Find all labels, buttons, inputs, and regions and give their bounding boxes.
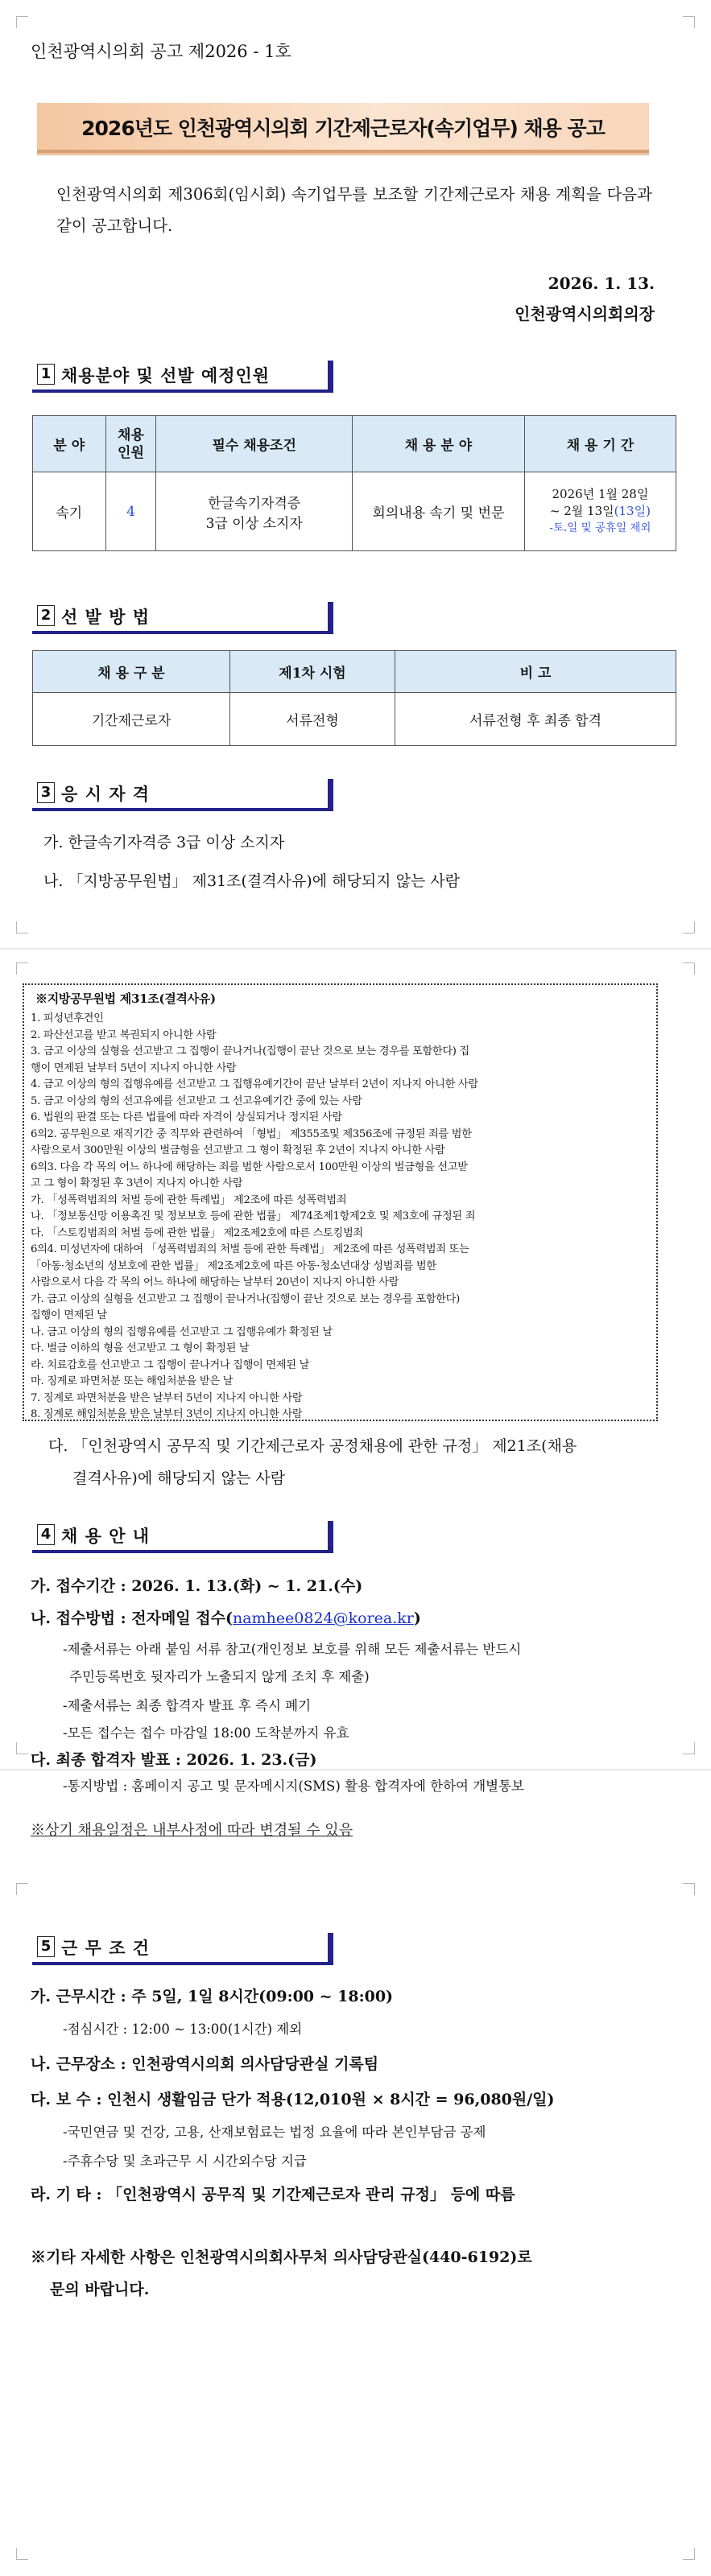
guide-sub-item: 주민등록번호 뒷자리가 노출되지 않게 조치 후 제출) [69, 1669, 370, 1684]
guide-period: 가. 접수기간 : 2026. 1. 13.(화) ~ 1. 21.(수) [31, 1577, 363, 1595]
period-line [528, 503, 672, 520]
page-corner-mark [16, 2548, 28, 2560]
table-header: 분 야 [33, 416, 106, 472]
guide-method-label: 나. 접수방법 : 전자메일 접수( [31, 1609, 233, 1627]
guide-announcement: 다. 최종 합격자 발표 : 2026. 1. 23.(금) [31, 1751, 317, 1769]
period-exclusion: -토.일 및 공휴일 제외 [549, 521, 651, 534]
section-title: 채 용 안 내 [61, 1527, 151, 1546]
qualification-item-cont: 결격사유)에 해당되지 않는 사람 [72, 1469, 286, 1487]
law-line: 나. 「정보통신망 이용촉진 및 정보보호 등에 관한 법률」 제74조제1항제2호 및 제3호에 규정된 죄 [31, 1210, 476, 1222]
page-corner-mark [683, 962, 695, 975]
table-row [33, 693, 676, 746]
page-corner-mark [16, 962, 28, 975]
qualification-item: 다. 「인천광역시 공무직 및 기간제근로자 공정채용에 관한 규정」 제21조(채용 [48, 1437, 577, 1455]
law-line: 사람으로서 300만원 이상의 벌금형을 선고받고 그 형이 확정된 후 2년이 지나지 아니한 사람 [31, 1144, 445, 1156]
page-3 [0, 1770, 711, 2576]
section-number: 2 [37, 605, 55, 626]
contact-note-cont: 문의 바랍니다. [50, 2281, 150, 2298]
law-line: 가. 금고 이상의 실형을 선고받고 그 집행이 끝나거나(집행이 끝난 것으로 보는 경우를 포함한다) [31, 1292, 460, 1305]
law-line: 다. 벌금 이하의 형을 선고받고 그 형이 확정된 날 [31, 1342, 250, 1354]
section-number: 5 [37, 1936, 55, 1957]
section-number: 3 [37, 782, 55, 803]
table-cell: 서류전형 [230, 693, 395, 746]
law-line: 마. 징계로 파면처분 또는 해임처분을 받은 날 [31, 1375, 234, 1387]
page-1 [0, 0, 711, 950]
contact-note: ※기타 자세한 사항은 인천광역시의회사무처 의사담당관실(440-6192)로 [31, 2248, 532, 2266]
table-header: 채 용 구 분 [33, 651, 230, 693]
work-other: 라. 기 타 : 「인천광역시 공무직 및 기간제근로자 관리 규정」 등에 따름 [31, 2186, 515, 2203]
guide-sub-item: -제출서류는 아래 붙임 서류 참고(개인정보 보호를 위해 모든 제출서류는 반드시 [63, 1642, 522, 1657]
law-line: 집행이 면제된 날 [31, 1309, 107, 1321]
table-cell-period [524, 472, 676, 551]
email-link[interactable]: namhee0824@korea.kr [232, 1609, 414, 1627]
table-cell-requirement [156, 472, 353, 551]
page-corner-mark [16, 921, 28, 934]
section-3-heading [32, 779, 330, 811]
law-line: 가. 「성폭력범죄의 처벌 등에 관한 특례법」 제2조에 따른 성폭력범죄 [31, 1193, 347, 1206]
section-title: 선 발 방 법 [61, 608, 151, 627]
page-corner-mark [683, 921, 695, 934]
qualification-item: 가. 한글속기자격증 3급 이상 소지자 [43, 834, 285, 851]
notice-signer: 인천광역시의회의장 [515, 304, 655, 324]
heading-accent-bar [328, 1521, 333, 1553]
table-cell: 서류전형 후 최종 합격 [395, 693, 676, 746]
table-header: 채용 인원 [105, 416, 156, 472]
selection-table [32, 650, 676, 746]
law-line: 5. 금고 이상의 형의 선고유예를 선고받고 그 선고유예기간 중에 있는 사람 [31, 1094, 362, 1107]
title-banner [37, 103, 649, 153]
requirement-line: 3급 이상 소지자 [205, 515, 303, 532]
law-line: 행이 면제된 날부터 5년이 지나지 아니한 사람 [31, 1061, 237, 1074]
law-line: 8. 징계로 해임처분을 받은 날부터 3년이 지나지 아니한 사람 [31, 1408, 303, 1420]
schedule-change-note: ※상기 채용일정은 내부사정에 따라 변경될 수 있음 [31, 1822, 353, 1839]
law-line: 1. 피성년후견인 [31, 1012, 104, 1024]
law-line: 6의2. 공무원으로 재직기간 중 직무와 관련하여 「형법」 제355조및 제356조에 규정된 죄를 범한 [31, 1127, 472, 1140]
period-range: ~ 2월 13일 [549, 504, 614, 518]
law-line: 4. 금고 이상의 형의 집행유예를 선고받고 그 집행유예기간이 끝난 날부터 2년이 지나지 아니한 사람 [31, 1078, 478, 1090]
period-days: (13일) [614, 504, 651, 518]
page-corner-mark [16, 1742, 28, 1754]
guide-sub-item: -모든 접수는 접수 마감일 18:00 도착분까지 유효 [63, 1725, 349, 1741]
law-line: 고 그 형이 확정된 후 3년이 지나지 아니한 사람 [31, 1177, 243, 1189]
notice-date: 2026. 1. 13. [548, 274, 655, 293]
disqualification-law-box [23, 983, 658, 1421]
law-line: 사람으로서 다음 각 목의 어느 하나에 해당하는 날부터 20년이 지나지 아니한 사람 [31, 1276, 399, 1288]
section-title: 응 시 자 격 [61, 785, 151, 804]
page-corner-mark [683, 2548, 695, 2560]
work-sub-item: -점심시간 : 12:00 ~ 13:00(1시간) 제외 [63, 2022, 303, 2037]
period-line: 2026년 1월 28일 [552, 487, 649, 501]
table-header-row [33, 416, 676, 472]
page-corner-mark [16, 1883, 28, 1895]
section-title: 근 무 조 건 [61, 1939, 151, 1958]
recruitment-table [32, 415, 676, 551]
work-location: 나. 근무장소 : 인천광역시의회 의사담당관실 기록팀 [31, 2055, 379, 2073]
law-line: 「아동·청소년의 성보호에 관한 법률」 제2조제2호에 따른 아동·청소년대상 성범죄를 범한 [31, 1259, 436, 1272]
law-line: 3. 금고 이상의 실형을 선고받고 그 집행이 끝나거나(집행이 끝난 것으로 보는 경우를 포함한다) 집 [31, 1045, 469, 1057]
table-cell-count: 4 [105, 472, 156, 551]
table-header: 제1차 시험 [230, 651, 395, 693]
heading-accent-bar [328, 361, 333, 393]
work-pay: 다. 보 수 : 인천시 생활임금 단가 적용(12,010원 × 8시간 = 96,080원/일) [31, 2091, 555, 2108]
work-hours: 가. 근무시간 : 주 5일, 1일 8시간(09:00 ~ 18:00) [31, 1988, 394, 2005]
section-2-heading [32, 602, 330, 634]
table-cell-work: 회의내용 속기 및 번문 [353, 472, 525, 551]
page-corner-mark [16, 16, 28, 28]
section-4-heading [32, 1521, 330, 1553]
table-header: 채 용 기 간 [524, 416, 676, 472]
law-line: 6의4. 미성년자에 대하여 「성폭력범죄의 처벌 등에 관한 특례법」 제2조에 따른 성폭력범죄 또는 [31, 1243, 469, 1255]
law-line: 6의3. 다음 각 목의 어느 하나에 해당하는 죄를 범한 사람으로서 100만원 이상의 벌금형을 선고받 [31, 1160, 468, 1173]
work-sub-item: -국민연금 및 건강, 고용, 산재보험료는 법정 요율에 따라 본인부담금 공제 [63, 2125, 486, 2140]
table-row [33, 472, 676, 551]
law-line: 2. 파산선고를 받고 복권되지 아니한 사람 [31, 1028, 217, 1041]
section-number: 1 [37, 364, 55, 385]
section-number: 4 [37, 1524, 55, 1545]
requirement-line: 한글속기자격증 [208, 495, 301, 512]
intro-text: 인천광역시의회 제306회(임시회) 속기업무를 보조할 기간제근로자 채용 계획을 다음과 같이 공고합니다. [56, 185, 652, 235]
heading-accent-bar [328, 1933, 333, 1965]
law-line: 6. 법원의 판결 또는 다른 법률에 따라 자격이 상실되거나 정지된 사람 [31, 1111, 342, 1123]
law-box-title: ※지방공무원법 제31조(결격사유) [35, 991, 216, 1006]
heading-accent-bar [328, 602, 333, 634]
section-5-heading [32, 1933, 330, 1965]
table-header: 필수 채용조건 [156, 416, 353, 472]
qualification-item: 나. 「지방공무원법」 제31조(결격사유)에 해당되지 않는 사람 [43, 872, 461, 890]
table-header-row [33, 651, 676, 693]
page-title: 2026년도 인천광역시의회 기간제근로자(속기업무) 채용 공고 [81, 117, 605, 140]
guide-sub-item: -통지방법 : 홈페이지 공고 및 문자메시지(SMS) 활용 합격자에 한하여 개별통보 [63, 1778, 524, 1794]
table-header: 채 용 분 야 [353, 416, 525, 472]
table-header: 비 고 [395, 651, 676, 693]
law-line: 다. 「스토킹범죄의 처벌 등에 관한 법률」 제2조제2호에 따른 스토킹범죄 [31, 1226, 363, 1239]
guide-method [31, 1606, 421, 1628]
page-corner-mark [683, 1883, 695, 1895]
table-cell: 기간제근로자 [33, 693, 230, 746]
page-corner-mark [683, 16, 695, 28]
notice-number: 인천광역시의회 공고 제2026 - 1호 [31, 42, 291, 61]
heading-accent-bar [328, 779, 333, 811]
section-title: 채용분야 및 선발 예정인원 [61, 366, 271, 385]
section-1-heading [32, 361, 330, 393]
guide-method-end: ) [413, 1609, 421, 1627]
work-sub-item: -주휴수당 및 초과근무 시 시간외수당 지급 [63, 2154, 307, 2169]
guide-sub-item: -제출서류는 최종 합격자 발표 후 즉시 폐기 [63, 1698, 312, 1713]
law-line: 7. 징계로 파면처분을 받은 날부터 5년이 지나지 아니한 사람 [31, 1391, 303, 1404]
table-cell-field: 속기 [33, 472, 106, 551]
page-corner-mark [683, 1742, 695, 1754]
law-line: 라. 치료감호를 선고받고 그 집행이 끝나거나 집행이 면제된 날 [31, 1358, 310, 1371]
law-line: 나. 금고 이상의 형의 집행유예를 선고받고 그 집행유예가 확정된 날 [31, 1325, 333, 1338]
